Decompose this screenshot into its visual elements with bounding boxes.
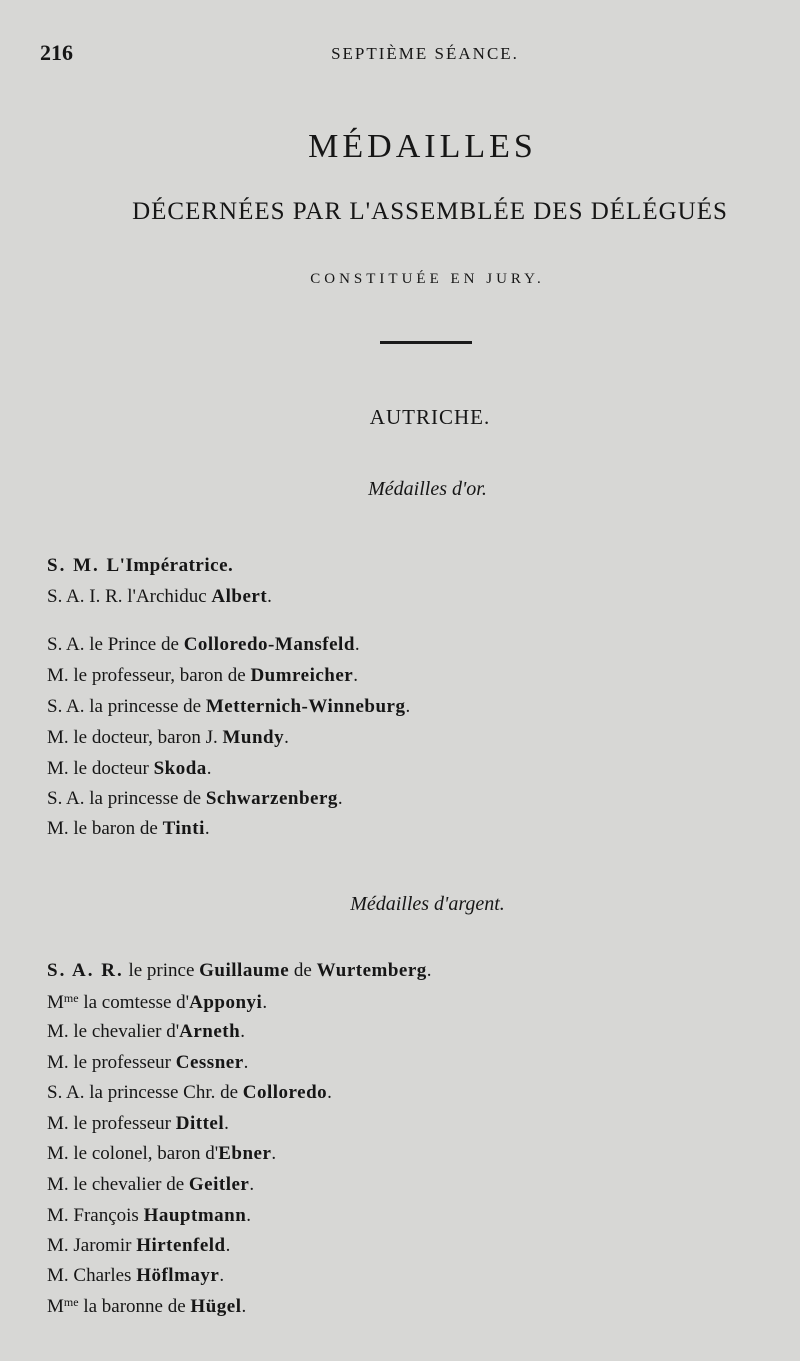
subtitle-jury: CONSTITUÉE EN JURY.: [310, 271, 545, 287]
entry-name: Albert: [211, 586, 268, 607]
entry-prefix: M. le professeur: [47, 1052, 176, 1073]
entry-suffix: .: [267, 586, 272, 607]
entry-prefix: M. Charles: [47, 1265, 137, 1286]
gold-entry: [47, 665, 358, 687]
entry-suffix: .: [249, 1174, 255, 1195]
entry-name: Colloredo: [242, 1082, 328, 1103]
entry-text: le prince: [123, 960, 200, 981]
entry-prefix: S. A. I. R. l'Archiduc: [47, 586, 212, 607]
entry-name: Tinti: [162, 818, 205, 839]
gold-entry: [47, 727, 289, 749]
entry-prefix: S. A. le Prince de: [47, 634, 184, 655]
entry-prefix: S. A. R.: [47, 960, 124, 981]
page-number: 216: [40, 40, 73, 65]
gold-entry: [47, 634, 360, 656]
entry-name: Apponyi: [189, 992, 263, 1013]
entry-suffix: .: [204, 818, 210, 839]
entry-prefix: S. A. la princesse de: [47, 788, 206, 809]
entry-name: Metternich-Winneburg: [205, 696, 406, 717]
entry-name: Arneth: [179, 1021, 241, 1042]
entry-prefix: M. Jaromir: [47, 1235, 137, 1256]
subtitle: DÉCERNÉES PAR L'ASSEMBLÉE DES DÉLÉGUÉS: [132, 198, 728, 225]
page-title: MÉDAILLES: [308, 128, 537, 165]
entry-superscript: me: [63, 991, 79, 1005]
silver-entry: [47, 1265, 224, 1287]
entry-prefix: S. A. la princesse Chr. de: [47, 1082, 243, 1103]
entry-name: Dumreicher: [250, 665, 354, 686]
divider-rule: [380, 341, 472, 344]
entry-name: L'Impératrice: [106, 555, 229, 576]
entry-name: Schwarzenberg: [205, 788, 338, 809]
running-title: SEPTIÈME SÉANCE.: [331, 44, 519, 63]
silver-entry: [47, 1174, 254, 1196]
entry-name: Colloredo-Mansfeld: [183, 634, 355, 655]
silver-entry: [47, 1113, 229, 1135]
entry-name: Hauptmann: [143, 1205, 247, 1226]
entry-suffix: .: [337, 788, 343, 809]
silver-entry: [47, 991, 267, 1014]
entry-suffix: .: [240, 1021, 245, 1042]
entry-text: la baronne de: [78, 1296, 191, 1317]
entry-suffix: .: [241, 1296, 247, 1317]
entry-name: Hügel: [190, 1296, 242, 1317]
entry-prefix: S. A. la princesse de: [47, 696, 206, 717]
entry-prefix: M. le professeur, baron de: [47, 665, 251, 686]
entry-name: Dittel: [175, 1113, 225, 1134]
silver-entry: [47, 1205, 251, 1227]
silver-entry: [47, 1021, 245, 1043]
entry-prefix: S. M.: [47, 555, 107, 576]
entry-suffix: .: [206, 758, 212, 779]
entry-suffix: .: [327, 1082, 332, 1103]
entry-prefix: M. le chevalier d': [47, 1021, 180, 1042]
gold-entry: [47, 586, 272, 608]
entry-name: Guillaume: [199, 960, 290, 981]
entry-name: Mundy: [222, 727, 285, 748]
gold-entry: [47, 788, 343, 810]
entry-suffix: .: [225, 1235, 231, 1256]
entry-prefix: M. François: [47, 1205, 144, 1226]
entry-name: Wurtemberg: [316, 960, 427, 981]
entry-suffix: .: [284, 727, 289, 748]
entry-suffix: .: [354, 634, 360, 655]
entry-suffix: .: [262, 992, 268, 1013]
silver-entry: [47, 1235, 230, 1257]
entry-text: de: [289, 960, 317, 981]
entry-suffix: .: [246, 1205, 252, 1226]
gold-entry: [47, 696, 410, 718]
entry-prefix: M: [47, 992, 64, 1013]
entry-suffix: .: [426, 960, 432, 981]
entry-prefix: M. le chevalier de: [47, 1174, 189, 1195]
entry-prefix: M. le docteur, baron J.: [47, 727, 223, 748]
silver-entry: [47, 1143, 276, 1165]
entry-suffix: .: [224, 1113, 229, 1134]
entry-suffix: .: [243, 1052, 249, 1073]
entry-name: Höflmayr: [136, 1265, 220, 1286]
entry-suffix: .: [271, 1143, 277, 1164]
entry-text: la comtesse d': [78, 992, 190, 1013]
gold-medals-heading: Médailles d'or.: [368, 478, 487, 500]
entry-prefix: M. le professeur: [47, 1113, 176, 1134]
entry-suffix: .: [353, 665, 358, 686]
silver-entry: [47, 960, 432, 982]
entry-prefix: M. le colonel, baron d': [47, 1143, 219, 1164]
gold-entry: [47, 555, 233, 577]
entry-prefix: M. le docteur: [47, 758, 154, 779]
entry-suffix: .: [219, 1265, 225, 1286]
entry-name: Cessner: [175, 1052, 244, 1073]
country-heading: AUTRICHE.: [369, 405, 491, 429]
entry-prefix: M. le baron de: [47, 818, 163, 839]
silver-entry: [47, 1082, 332, 1104]
entry-suffix: .: [228, 555, 234, 576]
entry-name: Geitler: [188, 1174, 250, 1195]
gold-entry: [47, 758, 212, 780]
silver-medals-heading: Médailles d'argent.: [350, 893, 505, 915]
entry-prefix: M: [47, 1296, 64, 1317]
entry-name: Skoda: [153, 758, 207, 779]
silver-entry: [47, 1295, 246, 1318]
entry-name: Ebner: [218, 1143, 272, 1164]
silver-entry: [47, 1052, 248, 1074]
entry-name: Hirtenfeld: [136, 1235, 226, 1256]
entry-superscript: me: [63, 1295, 79, 1309]
entry-suffix: .: [405, 696, 411, 717]
gold-entry: [47, 818, 210, 840]
